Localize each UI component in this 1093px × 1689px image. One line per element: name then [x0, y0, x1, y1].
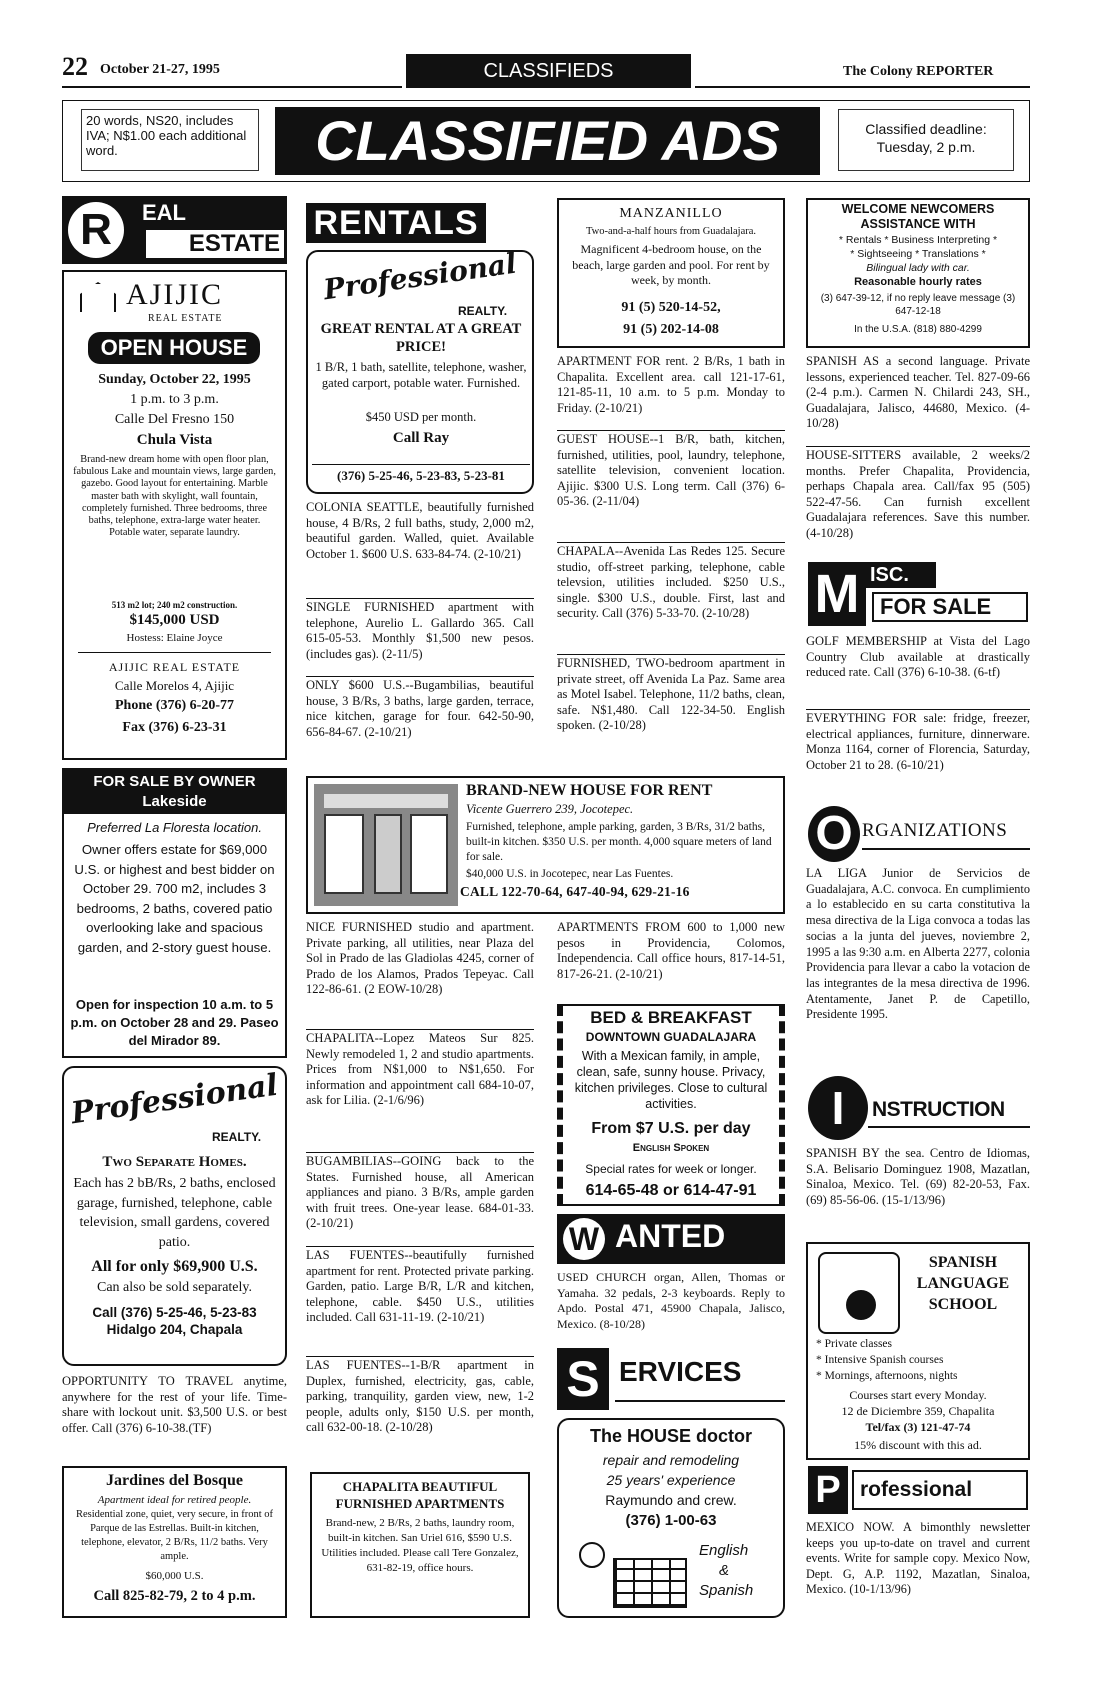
- hd-line-2: 25 years' experience: [606, 1472, 736, 1488]
- col3-ad-1: APARTMENT FOR rent. 2 B/Rs, 1 bath in Chapalita. Excellent area. call 121-17-61, 121-85-11, 10 a.m. to 5 p.m. Monday to Friday. (2-10/21): [557, 354, 785, 415]
- jardines-del-bosque-ad: [62, 1466, 287, 1618]
- bb-price: From $7 U.S. per day: [591, 1120, 751, 1137]
- pro-call: Call (376) 5-25-46, 5-23-83 Hidalgo 204, Chapala: [92, 1305, 257, 1337]
- wn-line-6: In the U.S.A. (818) 880-4299: [854, 324, 982, 335]
- pro-body: Each has 2 bB/Rs, 2 baths, enclosed garage, furnished, telephone, cable television, small gardens, covered patio.: [73, 1176, 276, 1250]
- brand-call: CALL 122-70-64, 647-40-94, 629-21-16: [460, 884, 690, 899]
- classified-title: CLASSIFIED ADS: [275, 107, 820, 175]
- realty-label: REALTY.: [212, 1130, 262, 1144]
- house-doctor-ad: [557, 1418, 785, 1618]
- oh-area: Chula Vista: [136, 432, 213, 448]
- rental-ad-4: NICE FURNISHED studio and apartment. Private parking, all utilities, near Plaza del Sol in Prado de las Gladiolas 4245, corner of Prado de los Alamos, Prados Tepeyac. Call 122-86-61. (2 EOW-10/28): [306, 920, 534, 997]
- brand-new-house-ad: [306, 776, 785, 914]
- jb-call: Call 825-82-79, 2 to 4 p.m.: [93, 1588, 256, 1604]
- realty-label-2: REALTY.: [458, 304, 508, 318]
- section-letter-r: R: [68, 202, 124, 258]
- brand-address: Vicente Guerrero 239, Jocotepec.: [466, 802, 634, 816]
- rental-ad-1: COLONIA SEATTLE, beautifully furnished house, 4 B/Rs, 2 full baths, study, 2,000 m2, beautiful garden. Walled, quiet. Available October 1. $600 U.S. 633-84-74. (2-10/21): [306, 500, 534, 561]
- cp-body: Brand-new, 2 B/Rs, 2 baths, laundry room, built-in kitchen. San Uriel 616, $590 U.S. Utilities included. Please call Tere Gonzalez, 631-82-19, office hours.: [321, 1517, 519, 1574]
- bb-english: English Spoken: [632, 1142, 710, 1154]
- ajijic-logo: [68, 278, 281, 326]
- gr-body: 1 B/R, 1 bath, satellite, telephone, washer, gated carport, potable water. Furnished.: [315, 360, 527, 390]
- ajijic-fax: Fax (376) 6-23-31: [122, 720, 227, 735]
- section-letter-s: S: [557, 1348, 609, 1410]
- fso-location: Preferred La Floresta location.: [87, 820, 262, 835]
- oh-lot: 513 m2 lot; 240 m2 construction.: [111, 600, 238, 610]
- jb-body: Residential zone, quiet, very secure, in front of Parque de las Estrellas. Built-in kitchen, telephone, elevator, 2 B/Rs, 11/2 baths. Very ample.: [75, 1509, 274, 1562]
- opportunity-ad: OPPORTUNITY TO TRAVEL anytime, anywhere for the rest of your life. Time-share with lockout unit. $3,500 U.S. or best offer. Call (376) 6-10-38.(TF): [62, 1374, 287, 1435]
- welcome-newcomers-ad: [806, 198, 1030, 348]
- chapalita-apartments-ad: [310, 1472, 530, 1618]
- cp-title: CHAPALITA BEAUTIFUL FURNISHED APARTMENTS: [335, 1479, 505, 1511]
- ajijic-open-house-ad: [62, 270, 287, 760]
- mz-title: MANZANILLO: [619, 206, 723, 221]
- issue-date: October 21-27, 1995: [100, 62, 220, 77]
- wn-line-2: * Sightseeing * Translations *: [850, 248, 986, 260]
- deadline-value: Tuesday, 2 p.m.: [876, 139, 976, 155]
- section-letter-i: I: [808, 1076, 868, 1140]
- page-number: 22: [62, 52, 88, 81]
- real-estate-title-2: ESTATE: [146, 230, 284, 258]
- for-sale-by-owner-ad: [62, 768, 287, 1058]
- bell-illustration: [818, 1252, 900, 1334]
- wanted-title: ANTED: [615, 1218, 726, 1254]
- fso-body: Owner offers estate for $69,000 U.S. or highest and best bidder on October 29. 700 m2, includes 3 bedrooms, 2 baths, covered patio overlooking lake and spacious garden, and 2-story guest house.: [74, 842, 275, 955]
- instruction-ad: SPANISH BY the sea. Centro de Idiomas, S.A. Belisario Dominguez 1908, Mazatlan, Sinaloa, Mexico. Tel. (69) 82-20-53, Fax. (69) 85-56-06. (15-1/13/96): [806, 1146, 1030, 1207]
- rental-ad-5: CHAPALITA--Lopez Mateos Sur 825. Newly remodeled 1, 2 and studio apartments. Prices from N$1,000 to N$1,650. For information and appointment call 684-10-07, ask for Lilia. (2-1/6/96): [306, 1031, 534, 1108]
- wn-line-3: Bilingual lady with car.: [866, 262, 970, 274]
- professional-realty-homes-ad: [62, 1066, 287, 1366]
- wn-line-4: Reasonable hourly rates: [854, 276, 982, 288]
- col3-apartments-ad: APARTMENTS FROM 600 to 1,000 new pesos in Providencia, Colomos, Independencia. Call office hours, 817-14-51, 817-26-21. (2-10/21): [557, 920, 785, 981]
- brand-title: BRAND-NEW HOUSE FOR RENT: [466, 782, 713, 799]
- wn-title: WELCOME NEWCOMERS ASSISTANCE WITH: [841, 202, 995, 231]
- sls-start: Courses start every Monday.: [849, 1388, 987, 1402]
- manzanillo-ad: [557, 198, 785, 348]
- sls-address: 12 de Diciembre 359, Chapalita: [841, 1404, 995, 1418]
- organizations-header: [806, 806, 1030, 862]
- professional-ad: MEXICO NOW. A bimonthly newsletter keeps you up-to-date on travel and current events. Write for sample copy. Mexico Now, Dept. G, A.P. 1192, Mazatlan, Sinaloa, Mexico. (10-1/13/96): [806, 1520, 1030, 1597]
- paper-name: The Colony REPORTER: [843, 64, 994, 79]
- gr-title: GREAT RENTAL AT A GREAT PRICE!: [320, 321, 522, 355]
- professional-title: rofessional: [852, 1470, 1028, 1510]
- brand-body: Furnished, telephone, ample parking, garden, 3 B/Rs, 31/2 baths, built-in kitchen. $350 U.S. per month. 4,000 square meters of land for sale.: [466, 821, 772, 863]
- pro-title: Two Separate Homes.: [102, 1154, 247, 1170]
- ajijic-name: AJIJIC REAL ESTATE: [108, 660, 241, 674]
- ajijic-logo-sub: REAL ESTATE: [148, 313, 223, 324]
- mz-phone-2: 91 (5) 202-14-08: [623, 322, 719, 337]
- fso-inspection: Open for inspection 10 a.m. to 5 p.m. on October 28 and 29. Paseo del Mirador 89.: [70, 997, 279, 1048]
- jb-price: $60,000 U.S.: [145, 1570, 204, 1582]
- house-icon: [80, 282, 116, 312]
- section-letter-p: P: [808, 1466, 848, 1514]
- misc-title-1: ISC.: [866, 562, 936, 588]
- jb-title: Jardines del Bosque: [106, 1472, 243, 1489]
- bb-phone: 614-65-48 or 614-47-91: [585, 1182, 757, 1199]
- oh-street: Calle Del Fresno 150: [114, 412, 235, 427]
- sls-tel: Tel/fax (3) 121-47-74: [865, 1420, 971, 1434]
- house-photo: [314, 784, 458, 906]
- misc-for-sale-header: [806, 560, 1030, 628]
- misc-ad-1: GOLF MEMBERSHIP at Vista del Lago Country Club available at drastically reduced rate. Call (376) 6-10-38. (6-tf): [806, 634, 1030, 680]
- gr-phone: (376) 5-25-46, 5-23-83, 5-23-81: [312, 464, 530, 484]
- sls-bullet-1: * Private classes: [816, 1338, 893, 1350]
- instruction-title: NSTRUCTION: [872, 1098, 1005, 1121]
- sls-bullet-3: * Mornings, afternoons, nights: [816, 1370, 958, 1382]
- professional-logo: Professional: [68, 1067, 281, 1132]
- jb-sub: Apartment ideal for retired people.: [97, 1494, 252, 1506]
- wanted-ad: USED CHURCH organ, Allen, Thomas or Yamaha. 32 pedals, 2-3 keyboards. Reply to Apdo. Postal 471, 45900 Chapala, Jalisco, Mexico. (8-10/28): [557, 1270, 785, 1331]
- rental-ad-3: ONLY $600 U.S.--Bugambilias, beautiful house, 3 B/Rs, 3 baths, large garden, terrace, nice kitchen, garage for four. 642-50-90, 656-84-67. (2-10/21): [306, 678, 534, 739]
- hd-title: The HOUSE doctor: [589, 1426, 752, 1446]
- fso-header: [64, 770, 285, 814]
- col4-ad-1: SPANISH AS a second language. Private lessons, experienced teacher. Tel. 827-09-66 (2-4 p.m.). Carmen N. Chilardi 243, SH., Guadalajara, Jalisco, 44680, Mexico. (4-10/28): [806, 354, 1030, 431]
- col3-ad-2: GUEST HOUSE--1 B/R, bath, kitchen, furnished, utilities, pool, laundry, telephone, satellite television, convenient location. Ajijic. $300 U.S. Long term. Call (376) 6-05-36. (2-11/04): [557, 432, 785, 509]
- services-title: ERVICES: [619, 1356, 742, 1387]
- oh-description: Brand-new dream home with open floor plan, fabulous Lake and mountain views, large garden, gazebo. Good layout for entertaining. Marble master bath with skylight, wall fountain, completely furnished. Three bedrooms, three baths, telephone, extra-large water heater. Potable water, separate laundry.: [73, 454, 276, 539]
- bb-title: BED & BREAKFAST: [590, 1008, 752, 1027]
- brand-sale: $40,000 U.S. in Jocotepec, near Las Fuentes.: [466, 868, 674, 880]
- misc-title-2: FOR SALE: [872, 592, 1028, 622]
- deadline-info: [838, 109, 1014, 171]
- oh-time: 1 p.m. to 3 p.m.: [130, 392, 219, 407]
- hd-spanish: Spanish: [699, 1582, 754, 1599]
- pro-price: All for only $69,900 U.S.: [91, 1258, 258, 1275]
- col3-ad-4: FURNISHED, TWO-bedroom apartment in private street, off Avenida La Paz. Same area as Motel Isabel. Telephone, 11/2 baths, clean, safe. N$1,480. Call 122-34-50. English spoken. (2-10/28): [557, 656, 785, 733]
- professional-great-rental-ad: [306, 246, 534, 494]
- real-estate-title-1: EAL: [142, 200, 186, 225]
- rentals-header: RENTALS: [306, 203, 486, 243]
- rental-ad-8: LAS FUENTES--1-B/R apartment in Duplex, furnished, electricity, gas, cable, parking, tranquility, garden view, new, 1-2 people, adults only, $150 U.S. per month, call 632-00-18. (2-10/28): [306, 1358, 534, 1435]
- deadline-label: Classified deadline:: [865, 121, 987, 137]
- mz-phone-1: 91 (5) 520-14-52,: [621, 300, 721, 315]
- hd-amp: &: [719, 1562, 730, 1579]
- oh-date: Sunday, October 22, 1995: [98, 372, 251, 387]
- wn-line-1: * Rentals * Business Interpreting *: [838, 234, 998, 246]
- ajijic-phone: Phone (376) 6-20-77: [115, 698, 234, 713]
- hd-line-1: repair and remodeling: [602, 1452, 740, 1468]
- sls-title: SPANISH LANGUAGE SCHOOL: [916, 1254, 1010, 1313]
- bb-body: With a Mexican family, in ample, clean, safe, sunny house. Privacy, kitchen privileges. Close to cultural activities.: [574, 1049, 768, 1111]
- mz-sub: Two-and-a-half hours from Guadalajara.: [585, 226, 757, 237]
- wanted-header: [557, 1214, 785, 1264]
- hd-line-3: Raymundo and crew.: [605, 1492, 737, 1508]
- section-letter-m: M: [808, 562, 866, 626]
- wn-line-5: (3) 647-39-12, if no reply leave message (3) 647-12-18: [820, 293, 1016, 317]
- ajijic-logo-text: AJIJIC: [126, 278, 224, 311]
- open-house-badge: OPEN HOUSE: [88, 332, 260, 364]
- col3-ad-3: CHAPALA--Avenida Las Redes 125. Secure studio, off-street parking, telephone, cable televsion, utilities included. $250 U.S., single. $300 U.S., double. First, last and security. Call (376) 5-33-70. (2-10/28): [557, 544, 785, 621]
- section-letter-w: W: [563, 1218, 605, 1260]
- pro-separately: Can also be sold separately.: [97, 1280, 252, 1295]
- instruction-header: [806, 1076, 1030, 1140]
- spanish-school-ad: [806, 1242, 1030, 1460]
- gr-call: Call Ray: [392, 430, 450, 446]
- mz-body: Magnificent 4-bedroom house, on the beach, large garden and pool. For rent by week, by month.: [572, 242, 770, 287]
- organizations-title: RGANIZATIONS: [862, 820, 1008, 841]
- bb-rates: Special rates for week or longer.: [585, 1162, 757, 1176]
- rental-ad-6: BUGAMBILIAS--GOING back to the States. Furnished house, all American appliances and piano. 3 B/Rs, ample garden with fruit trees. One-year lease. 684-01-33. (2-10/21): [306, 1154, 534, 1231]
- hd-english: English: [699, 1542, 749, 1559]
- services-header: [557, 1348, 785, 1410]
- sls-bullet-2: * Intensive Spanish courses: [816, 1354, 944, 1366]
- gr-price: $450 USD per month.: [365, 410, 477, 424]
- rate-info: 20 words, NS20, includes IVA; N$1.00 each additional word.: [81, 109, 259, 171]
- fso-sub: Lakeside: [142, 793, 207, 810]
- bb-sub: DOWNTOWN GUADALAJARA: [585, 1030, 757, 1044]
- professional-header: [806, 1466, 1030, 1516]
- bricklayer-illustration: [573, 1538, 693, 1610]
- bed-breakfast-ad: [557, 1004, 785, 1206]
- oh-price: $145,000 USD: [129, 612, 220, 628]
- fso-title: FOR SALE BY OWNER: [93, 773, 256, 790]
- oh-hostess: Hostess: Elaine Joyce: [126, 632, 223, 644]
- rental-ad-7: LAS FUENTES--beautifully furnished apartment for rent. Protected private parking. Garden, patio. Large B/R, L/R and kitchen, telephone, cable. $450 U.S., utilities included. Call 631-11-19. (2-10/21): [306, 1248, 534, 1325]
- col4-ad-2: HOUSE-SITTERS available, 2 weeks/2 months. Prefer Chapalita, Providencia, perhaps Chapala area. Call/fax 95 (505) 522-47-56. Can furnish excellent Guadalajara references. Save this number. (4-10/28): [806, 448, 1030, 540]
- misc-ad-2: EVERYTHING FOR sale: fridge, freezer, electrical appliances, furniture, dinnerware. Monza 1164, corner of Florencia, Saturday, October 21 to 28. (6-10/21): [806, 711, 1030, 772]
- section-label: CLASSIFIEDS: [406, 54, 691, 88]
- ajijic-address: Calle Morelos 4, Ajijic: [114, 678, 235, 693]
- hd-phone: (376) 1-00-63: [625, 1512, 717, 1529]
- rental-ad-2: SINGLE FURNISHED apartment with telephone, Aurelio L. Gallardo 365. Call 615-05-53. Monthly $1,500 new pesos. (includes gas). (2-11/5): [306, 600, 534, 661]
- sls-discount: 15% discount with this ad.: [854, 1438, 982, 1452]
- section-letter-o: O: [808, 806, 860, 862]
- classified-banner: [62, 100, 1030, 182]
- real-estate-header: [62, 196, 287, 264]
- professional-logo-2: Professional: [321, 246, 519, 307]
- organizations-ad: LA LIGA Junior de Servicios de Guadalajara, A.C. convoca. En cumplimiento a lo establecido en su carta constitutiva la mesa directiva de la Liga convoca a todas las socias a la junta del jueves, noviembre 2, 1995 a las 9:30 a.m. en Alberta 2277, colonia Providencia para llevar a cabo la votacion de las integrantes de la mesa directiva de 1996. Atentamente, Janet P. de Capetillo, Presidente 1995.: [806, 866, 1030, 1022]
